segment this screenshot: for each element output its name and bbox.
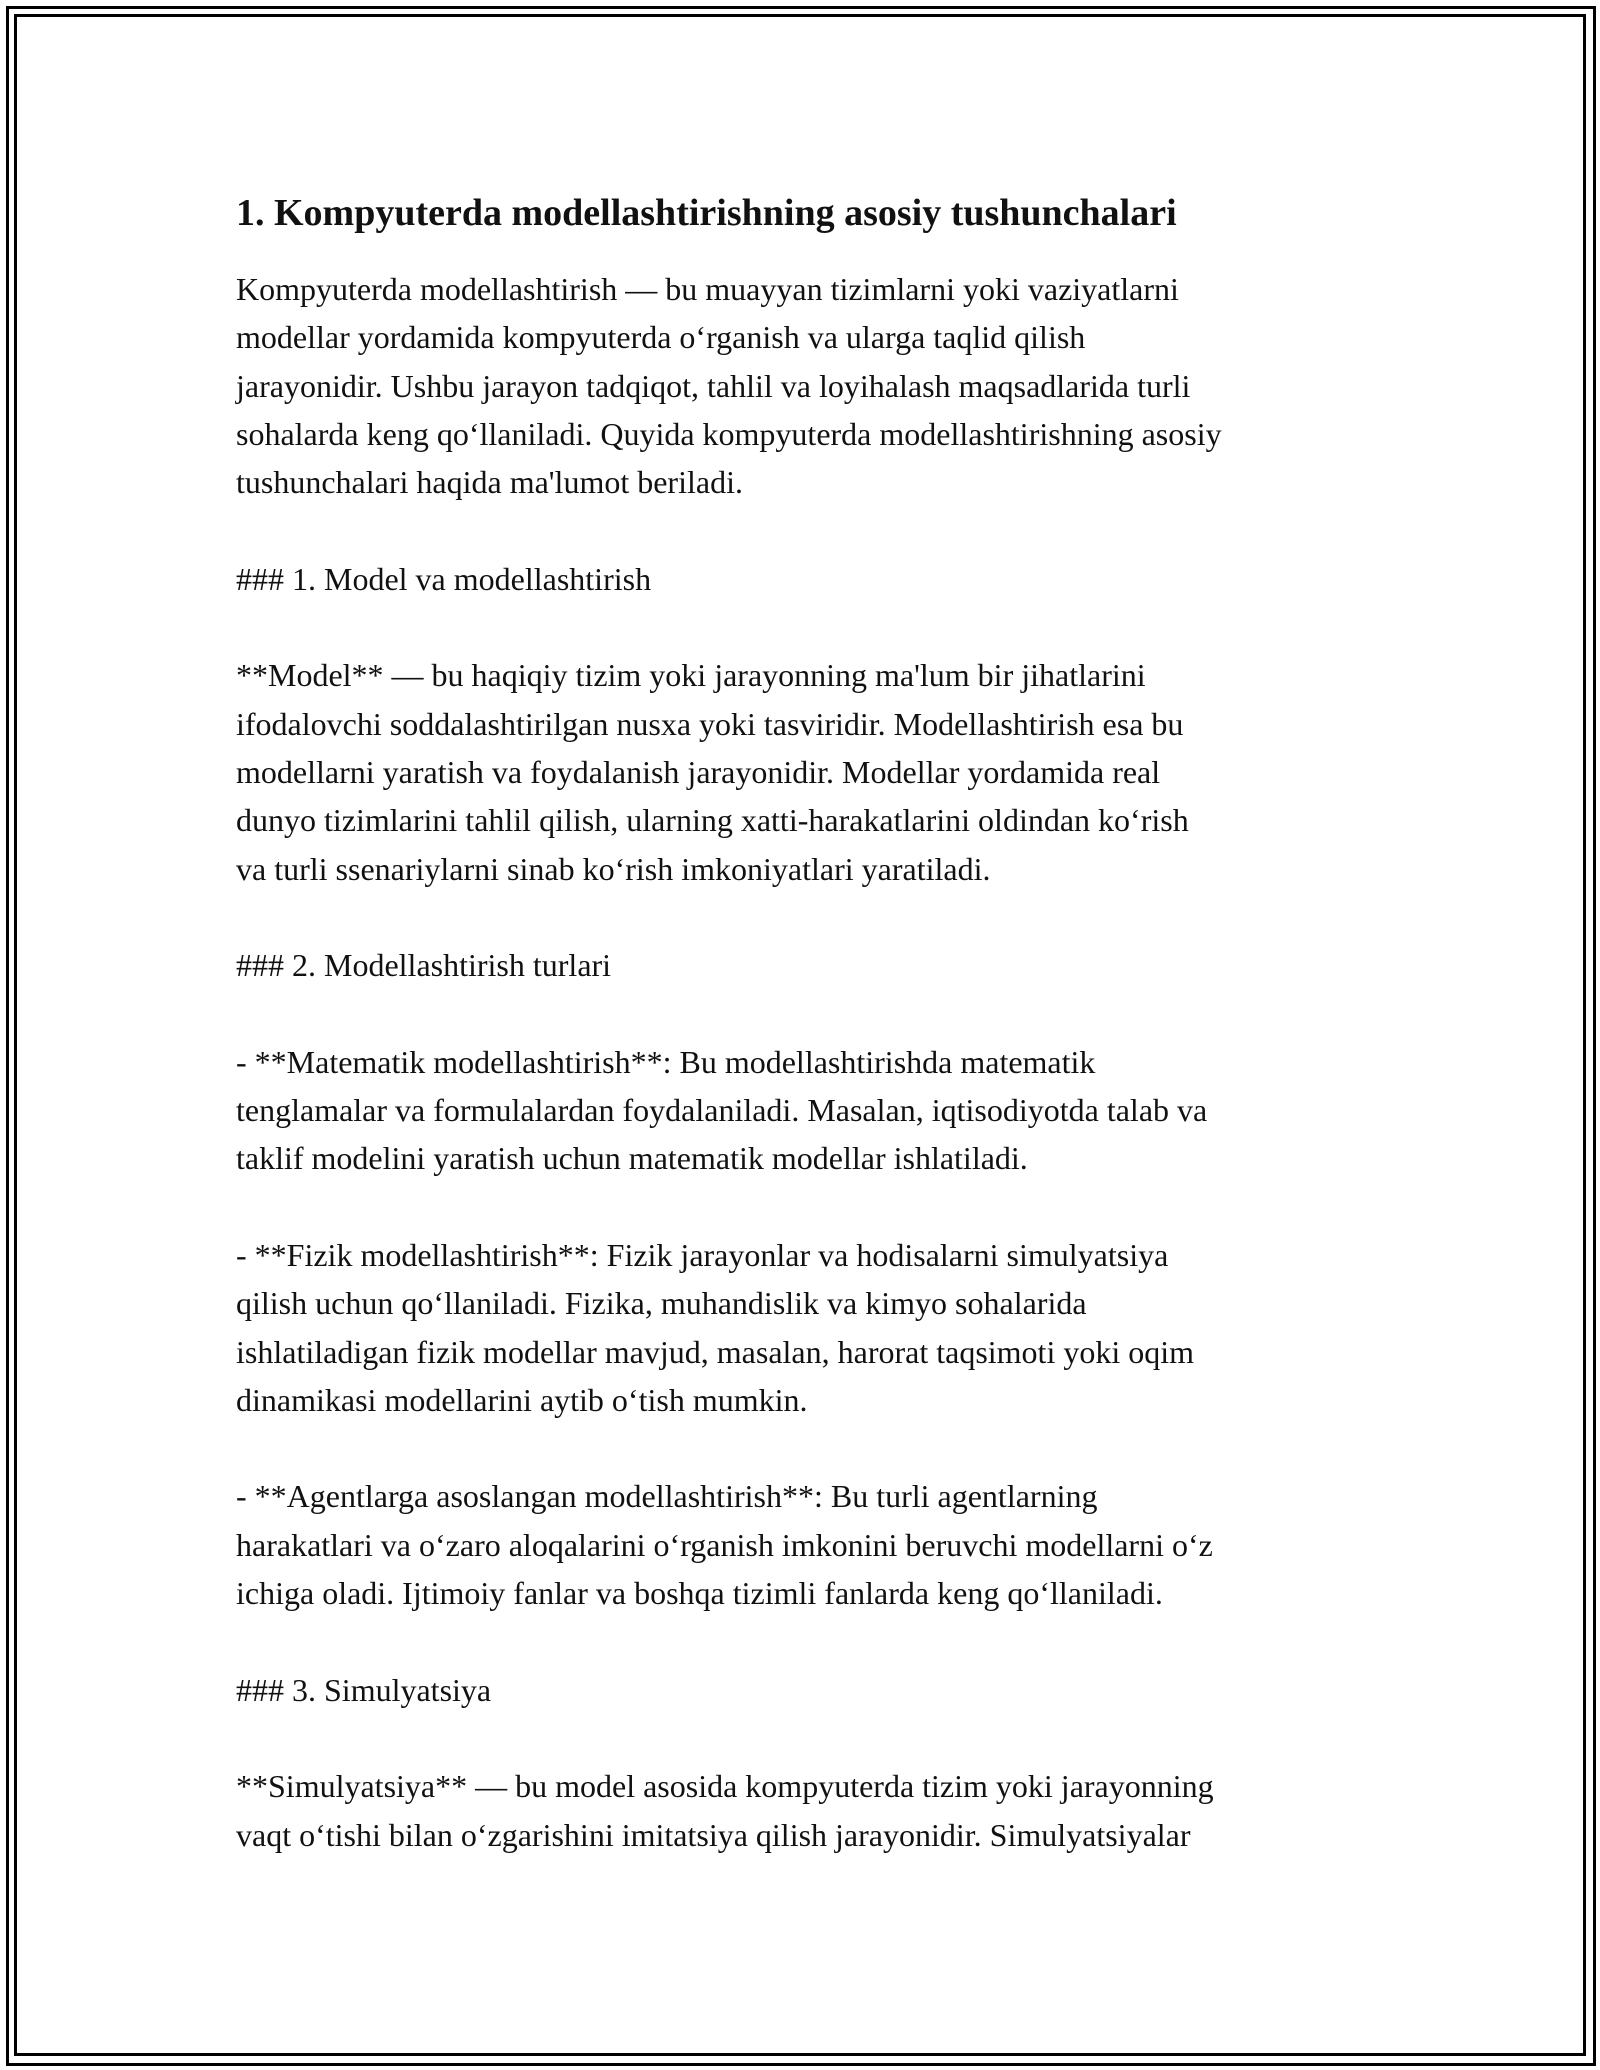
section-2-list-item-agent: - **Agentlarga asoslangan modellashtirish**: Bu turli agentlarning harakatlari va o‘zaro aloqalarini o‘rganish imkonini beruvchi modellarni o‘z ichiga oladi. Ijtimoiy fanlar va boshqa tizimli fanlarda keng qo‘llaniladi. (236, 1478, 1213, 1612)
paragraph-gap (236, 506, 1386, 554)
section-1-paragraph: **Model** — bu haqiqiy tizim yoki jarayonning ma'lum bir jihatlarini ifodalovchi soddalashtirilgan nusxa yoki tasviridir. Modellashtirish esa bu modellarni yaratish va foydalanish jarayonidir. Modellar yordamida real dunyo tizimlarini tahlil qilish, ularning xatti-harakatlarini oldindan ko‘rish va turli ssenariylarni sinab ko‘rish imkoniyatlari yaratiladi. (236, 657, 1189, 887)
paragraph-gap (236, 1424, 1386, 1472)
intro-paragraph: Kompyuterda modellashtirish — bu muayyan tizimlarni yoki vaziyatlarni modellar yordamida kompyuterda o‘rganish va ularga taqlid qilish jarayonidir. Ushbu jarayon tadqiqot, tahlil va loyihalash maqsadlarida turli sohalarda keng qo‘llaniladi. Quyida kompyuterda modellashtirishning asosiy tushunchalari haqida ma'lumot beriladi. (236, 271, 1222, 501)
section-1-heading: ### 1. Model va modellashtirish (236, 560, 652, 597)
document-title: 1. Kompyuterda modellashtirishning asosiy tushunchalari (236, 192, 1177, 234)
section-2-list-item-math: - **Matematik modellashtirish**: Bu modellashtirishda matematik tenglamalar va formulalardan foydalaniladi. Masalan, iqtisodiyotda talab va taklif modelini yaratish uchun matematik modellar ishlatiladi. (236, 1043, 1208, 1177)
paragraph-gap (236, 1617, 1386, 1665)
paragraph-gap (236, 1714, 1386, 1762)
document-page (236, 183, 1386, 1859)
section-2-list-item-physical: - **Fizik modellashtirish**: Fizik jarayonlar va hodisalarni simulyatsiya qilish uchun qo‘llaniladi. Fizika, muhandislik va kimyo sohalarida ishlatiladigan fizik modellar mavjud, masalan, harorat taqsimoti yoki oqim dinamikasi modellarini aytib o‘tish mumkin. (236, 1236, 1194, 1418)
section-3-paragraph: **Simulyatsiya** — bu model asosida kompyuterda tizim yoki jarayonning vaqt o‘tishi bilan o‘zgarishini imitatsiya qilish jarayonidir. Simulyatsiyalar (236, 1768, 1214, 1853)
paragraph-gap (236, 989, 1386, 1037)
paragraph-gap (236, 1183, 1386, 1231)
paragraph-gap (236, 893, 1386, 941)
section-3-heading: ### 3. Simulyatsiya (236, 1671, 492, 1708)
section-2-heading: ### 2. Modellashtirish turlari (236, 947, 612, 984)
paragraph-gap (236, 603, 1386, 651)
